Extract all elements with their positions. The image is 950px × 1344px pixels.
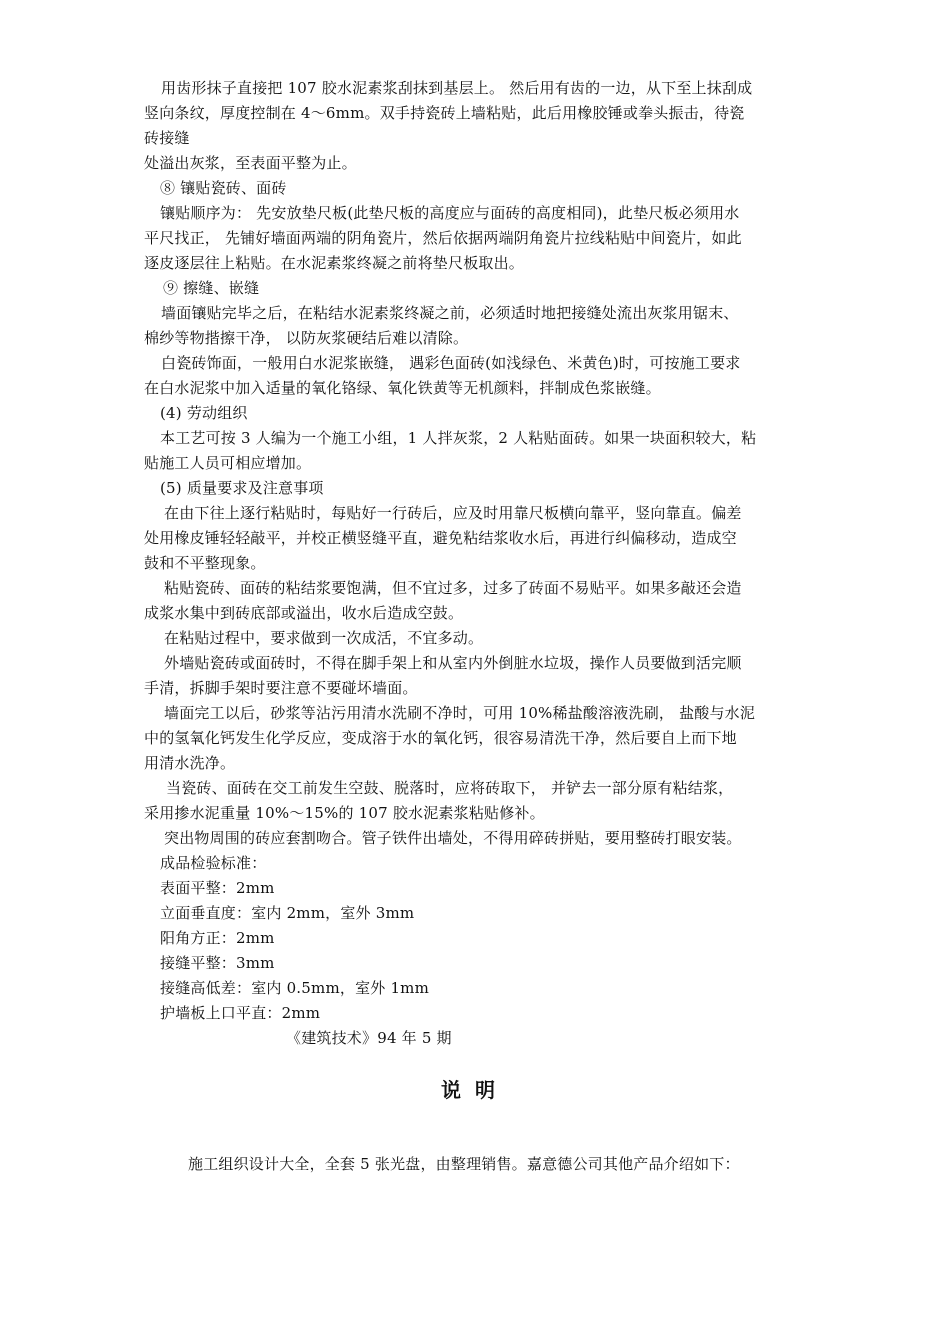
text-line: 逐皮逐层往上粘贴。在水泥素浆终凝之前将垫尺板取出。 xyxy=(144,254,525,272)
text-line: 棉纱等物揩擦干净， 以防灰浆硬结后难以清除。 xyxy=(144,329,469,347)
text-line: 处溢出灰浆，至表面平整为止。 xyxy=(144,154,357,172)
text-line: 本工艺可按 3 人编为一个施工小组，1 人拌灰浆，2 人粘贴面砖。如果一块面积较大，粘 xyxy=(160,429,757,447)
spec-line: 护墙板上口平直：2mm xyxy=(160,1004,321,1022)
section-title: 说明 xyxy=(441,1078,509,1102)
text-line: 墙面镶贴完毕之后，在粘结水泥素浆终凝之前，必须适时地把接缝处流出灰浆用锯末、 xyxy=(161,304,739,322)
text-line: 处用橡皮锤轻轻敲平，并校正横竖缝平直，避免粘结浆收水后，再进行纠偏移动，造成空 xyxy=(144,529,737,547)
text-line: 在粘贴过程中，要求做到一次成活，不宜多动。 xyxy=(164,629,484,647)
text-line: 当瓷砖、面砖在交工前发生空鼓、脱落时，应将砖取下， 并铲去一部分原有粘结浆， xyxy=(166,779,734,797)
text-line: 突出物周围的砖应套割吻合。管子铁件出墙处，不得用碎砖拼贴，要用整砖打眼安装。 xyxy=(164,829,742,847)
text-line: 在白水泥浆中加入适量的氧化铬绿、氧化铁黄等无机颜料，拌制成色浆嵌缝。 xyxy=(144,379,661,397)
text-line: 竖向条纹，厚度控制在 4～6mm。双手持瓷砖上墙粘贴，此后用橡胶锤或拳头振击，待瓷 xyxy=(144,104,745,122)
text-line: 白瓷砖饰面，一般用白水泥浆嵌缝， 遇彩色面砖(如浅绿色、米黄色)时，可按施工要求 xyxy=(161,354,741,372)
text-line: 手清，拆脚手架时要注意不要碰坏墙面。 xyxy=(144,679,418,697)
text-line: 用齿形抹子直接把 107 胶水泥素浆刮抹到基层上。 然后用有齿的一边，从下至上抹刮成 xyxy=(161,79,753,97)
spec-line: 立面垂直度：室内 2mm，室外 3mm xyxy=(160,904,415,922)
text-line: 砖接缝 xyxy=(144,129,190,147)
text-line: 成浆水集中到砖底部或溢出，收水后造成空鼓。 xyxy=(144,604,464,622)
text-line: 墙面完工以后，砂浆等沾污用清水洗刷不净时，可用 10%稀盐酸溶液洗刷， 盐酸与水泥 xyxy=(164,704,756,722)
section-heading: ⑨ 擦缝、嵌缝 xyxy=(163,279,260,297)
text-line: 采用掺水泥重量 10%～15%的 107 胶水泥素浆粘贴修补。 xyxy=(144,804,545,822)
text-line: 镶贴顺序为： 先安放垫尺板(此垫尺板的高度应与面砖的高度相同)，此垫尺板必须用水 xyxy=(160,204,740,222)
spec-line: 阳角方正：2mm xyxy=(160,929,275,947)
text-line: 贴施工人员可相应增加。 xyxy=(144,454,312,472)
text-line: 中的氢氧化钙发生化学反应，变成溶于水的氧化钙，很容易清洗干净，然后要自上而下地 xyxy=(144,729,737,747)
text-line: 平尺找正， 先铺好墙面两端的阴角瓷片，然后依据两端阴角瓷片拉线粘贴中间瓷片，如此 xyxy=(144,229,742,247)
text-line: 用清水洗净。 xyxy=(144,754,236,772)
spec-line: 接缝平整：3mm xyxy=(160,954,275,972)
text-line: 粘贴瓷砖、面砖的粘结浆要饱满，但不宜过多，过多了砖面不易贴平。如果多敲还会造 xyxy=(164,579,742,597)
section-heading: (4) 劳动组织 xyxy=(160,404,248,422)
section-heading: ⑧ 镶贴瓷砖、面砖 xyxy=(160,179,287,197)
spec-line: 接缝高低差：室内 0.5mm，室外 1mm xyxy=(160,979,430,997)
closing-line: 施工组织设计大全，全套 5 张光盘，由整理销售。嘉意德公司其他产品介绍如下： xyxy=(188,1155,740,1173)
section-heading: (5) 质量要求及注意事项 xyxy=(160,479,324,497)
text-line: 鼓和不平整现象。 xyxy=(144,554,266,572)
text-line: 成品检验标准： xyxy=(160,854,267,872)
text-line: 在由下往上逐行粘贴时，每贴好一行砖后，应及时用靠尺板横向靠平，竖向靠直。偏差 xyxy=(164,504,742,522)
spec-line: 表面平整：2mm xyxy=(160,879,275,897)
source-citation: 《建筑技术》94 年 5 期 xyxy=(286,1029,452,1047)
text-line: 外墙贴瓷砖或面砖时，不得在脚手架上和从室内外倒脏水垃圾，操作人员要做到活完顺 xyxy=(164,654,742,672)
